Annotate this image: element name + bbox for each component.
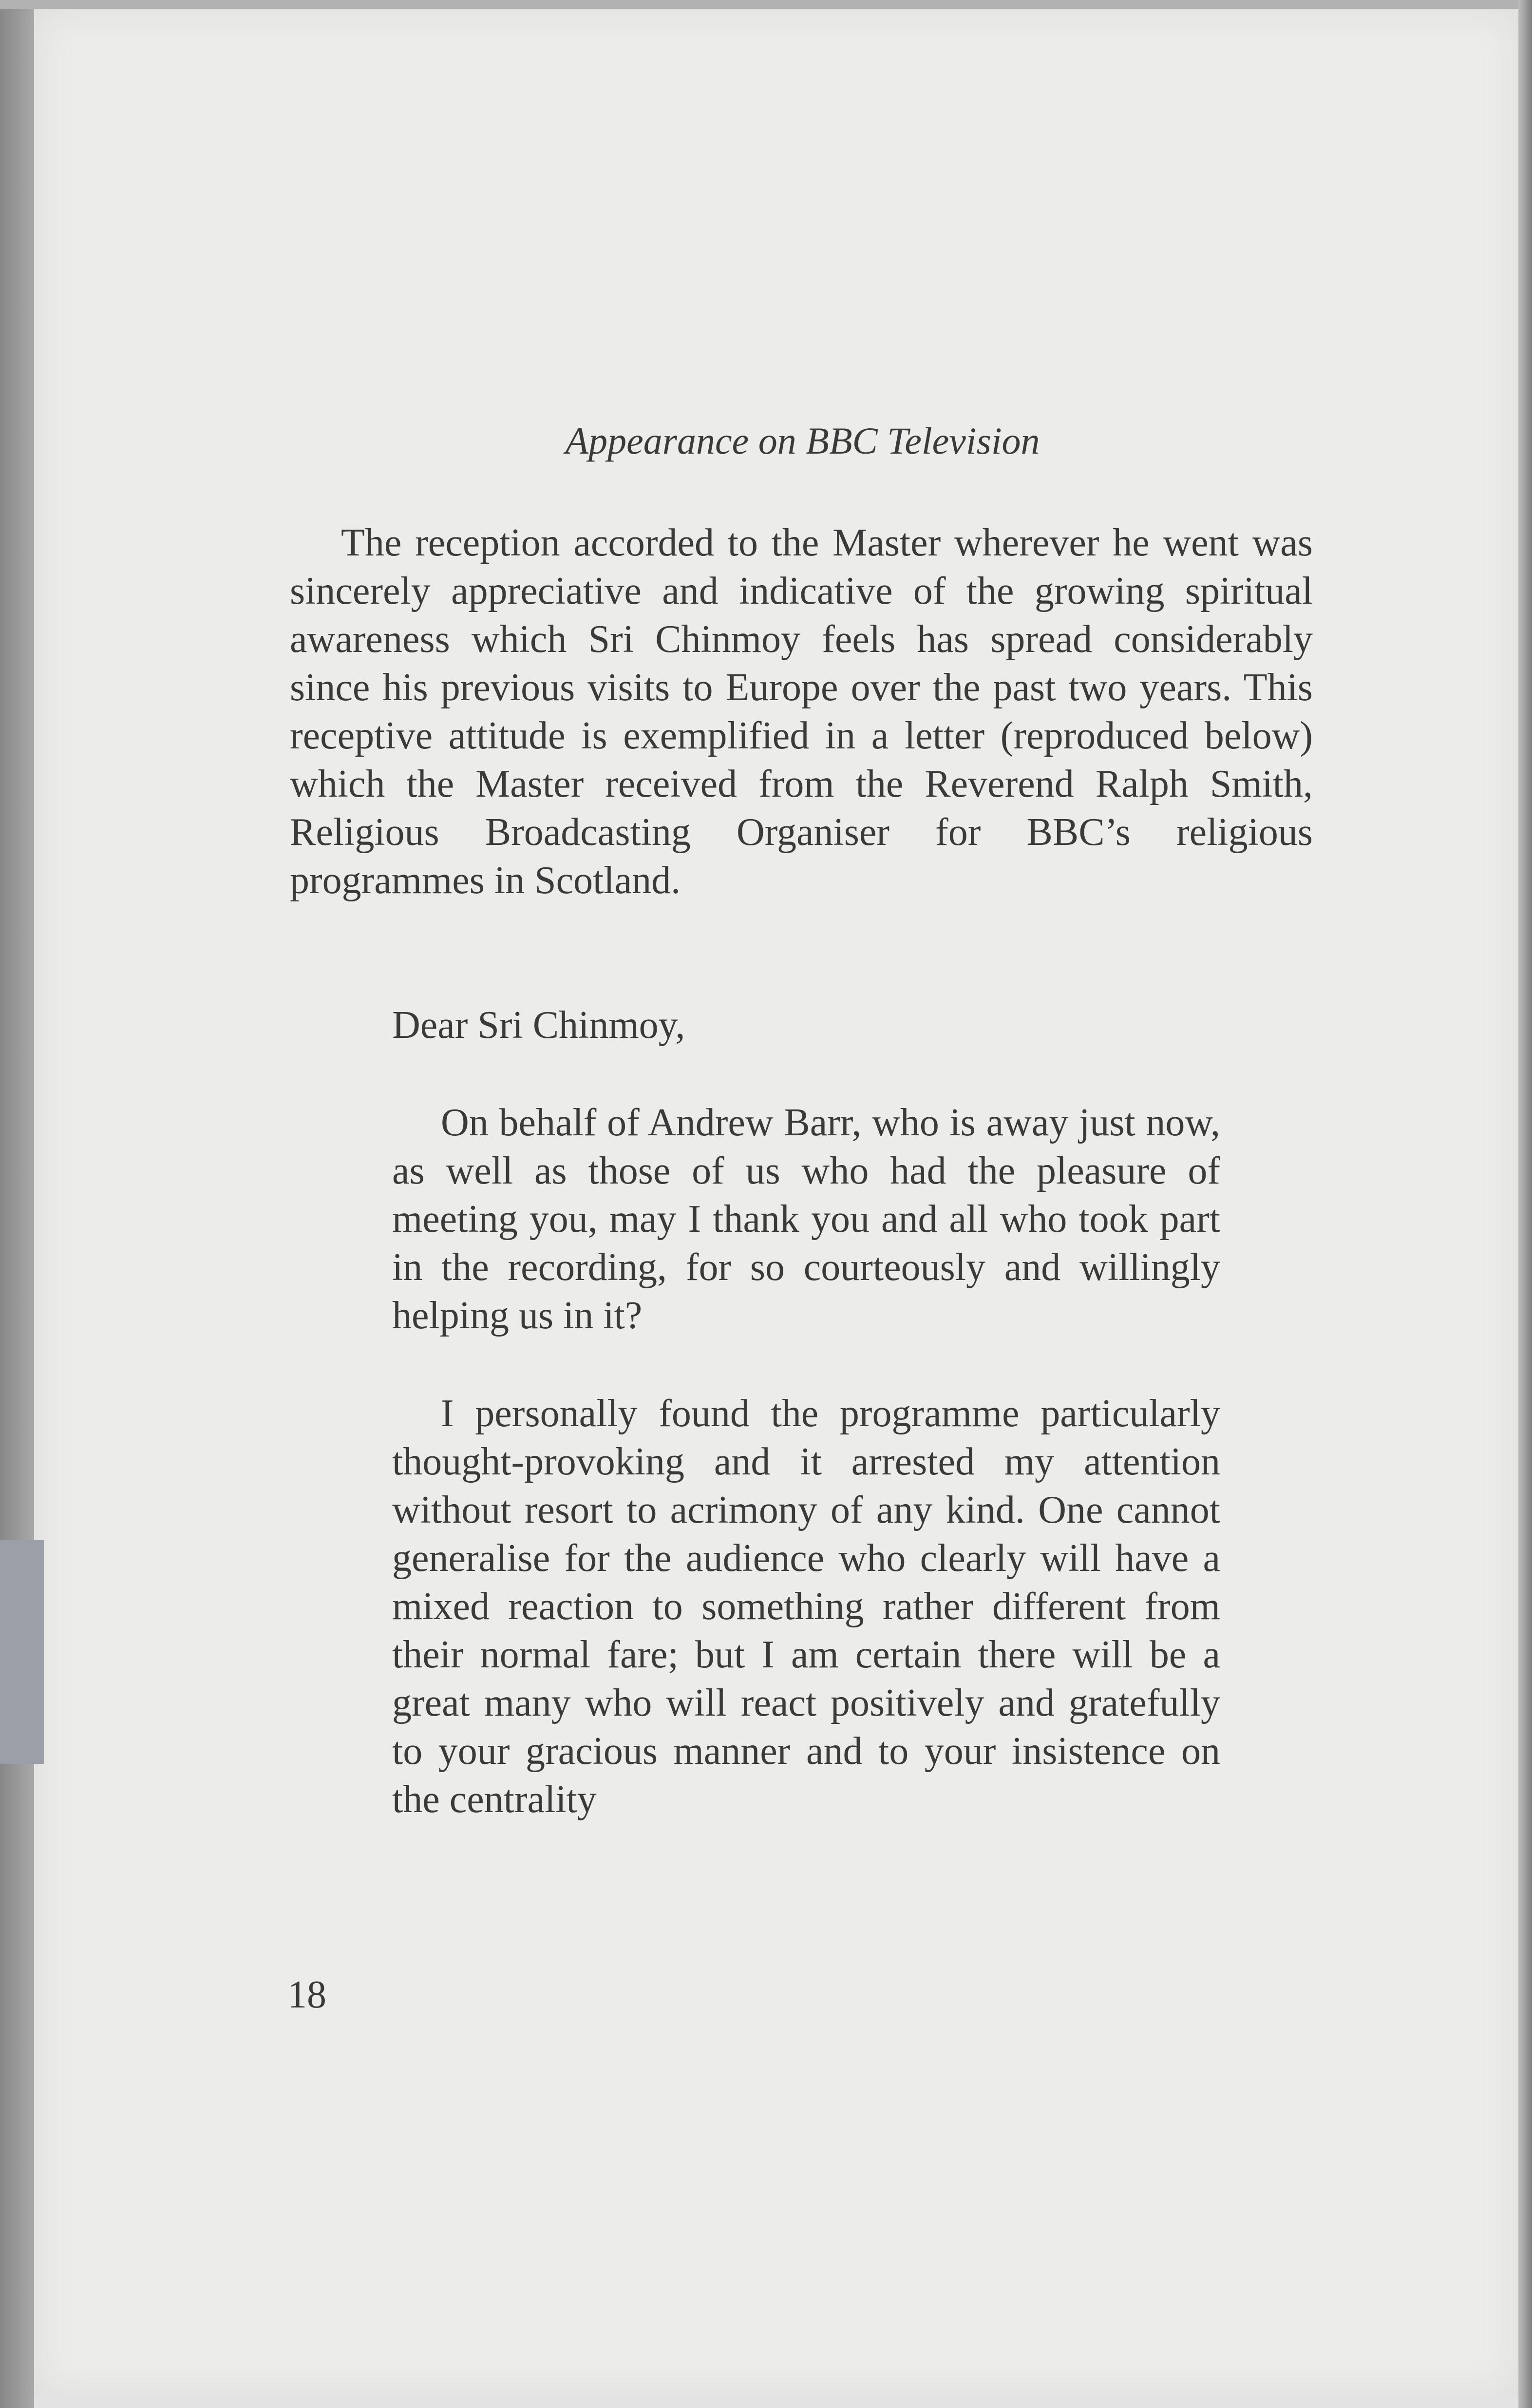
scan-left-edge	[0, 0, 34, 2408]
letter-paragraph-1: On behalf of Andrew Barr, who is away just now, as well as those of us who had the pleasure of meeting you, may I thank you and all who took part in the recording, for so courteously and willingly helping us in it?	[392, 1101, 1220, 1337]
scan-top-edge	[0, 0, 1532, 9]
letter-paragraph-2: I personally found the programme particularly thought-provoking and it arrested my attention without resort to acrimony of any kind. One cannot generalise for the audience who clearly will have a mixed reaction to something rather different from their normal fare; but I am certain there will be a great many who will react positively and gratefully to your gracious manner and to your insistence on the centrality	[392, 1392, 1220, 1821]
letter-salutation: Dear Sri Chinmoy,	[392, 1004, 685, 1047]
scan-right-edge	[1518, 0, 1532, 2408]
scan-edge-notch	[0, 1540, 44, 1764]
intro-paragraph: The reception accorded to the Master wherever he went was sincerely appreciative and indicative of the growing spiritual awareness which Sri Chinmoy feels has spread considerably since his previous visits to Europe over the past two years. This receptive attitude is exemplified in a letter (reproduced below) which the Master received from the Reverend Ralph Smith, Religious Broadcasting Organiser for BBC’s religious programmes in Scotland.	[290, 521, 1313, 902]
page-number: 18	[287, 1973, 326, 2016]
page-title: Appearance on BBC Television	[565, 420, 1040, 462]
